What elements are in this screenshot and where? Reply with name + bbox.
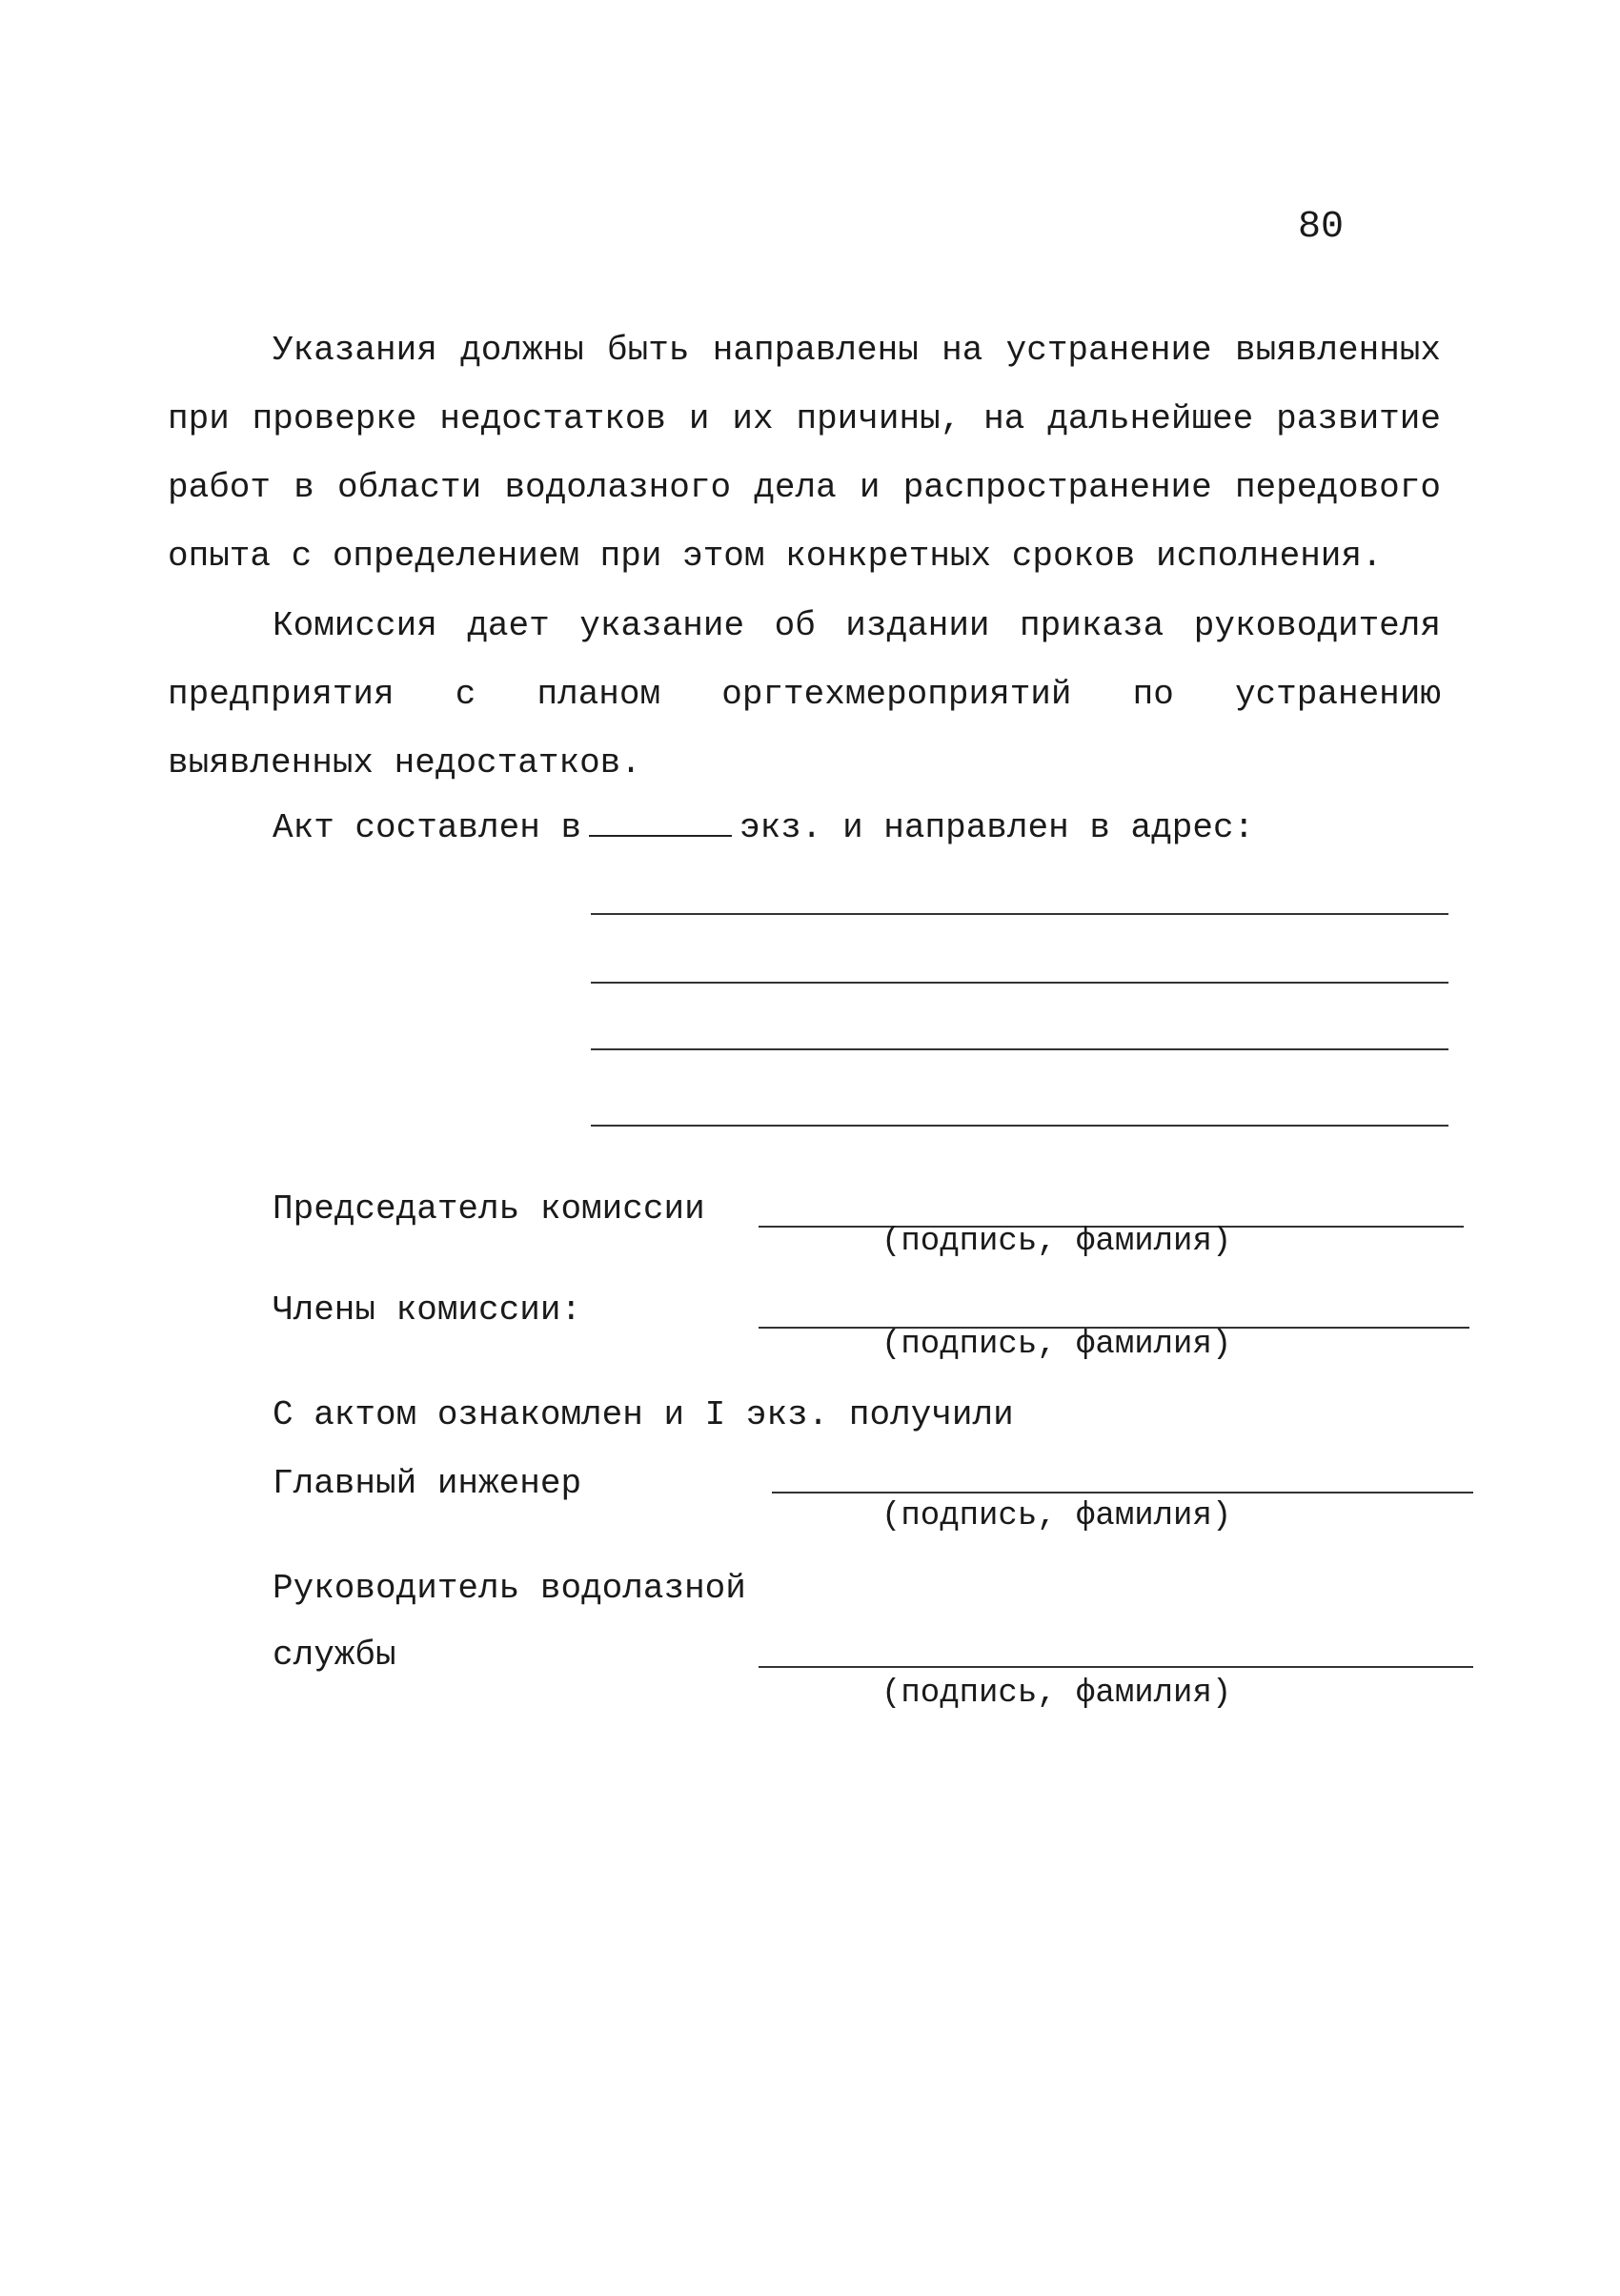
chairman-label: Председатель комиссии xyxy=(273,1189,705,1229)
address-line xyxy=(591,1125,1448,1127)
chief-engineer-signature-caption: (подпись, фамилия) xyxy=(881,1498,1232,1534)
copies-line-after: экз. и направлен в адрес: xyxy=(739,808,1255,847)
diving-head-label-line1: Руководитель водолазной xyxy=(273,1569,746,1608)
copies-line xyxy=(273,808,1254,847)
acknowledged-text: С актом ознакомлен и I экз. получили xyxy=(273,1395,1014,1434)
paragraph-commission-order: Комиссия дает указание об издании приказа руководителя предприятия с планом оргтехмероприятий по устранению выявленных недостатков. xyxy=(168,606,1441,782)
chairman-signature-caption: (подпись, фамилия) xyxy=(881,1224,1232,1260)
address-line xyxy=(591,1048,1448,1050)
address-line xyxy=(591,913,1448,915)
page-number: 80 xyxy=(1298,206,1345,249)
chief-engineer-label: Главный инженер xyxy=(273,1464,582,1503)
copies-count-blank xyxy=(589,835,732,837)
address-line xyxy=(591,982,1448,984)
diving-head-signature-line xyxy=(759,1666,1473,1668)
chief-engineer-signature-line xyxy=(772,1492,1473,1493)
diving-head-label-line2: службы xyxy=(273,1636,396,1675)
members-label: Члены комиссии: xyxy=(273,1290,582,1330)
diving-head-signature-caption: (подпись, фамилия) xyxy=(881,1676,1232,1712)
paragraph-instructions: Указания должны быть направлены на устранение выявленных при проверке недостатков и их причины, на дальнейшее развитие работ в области водолазного дела и распространение передового опыта с определением при этом конкретных сроков исполнения. xyxy=(168,331,1441,576)
members-signature-caption: (подпись, фамилия) xyxy=(881,1327,1232,1363)
copies-line-before: Акт составлен в xyxy=(273,808,582,847)
